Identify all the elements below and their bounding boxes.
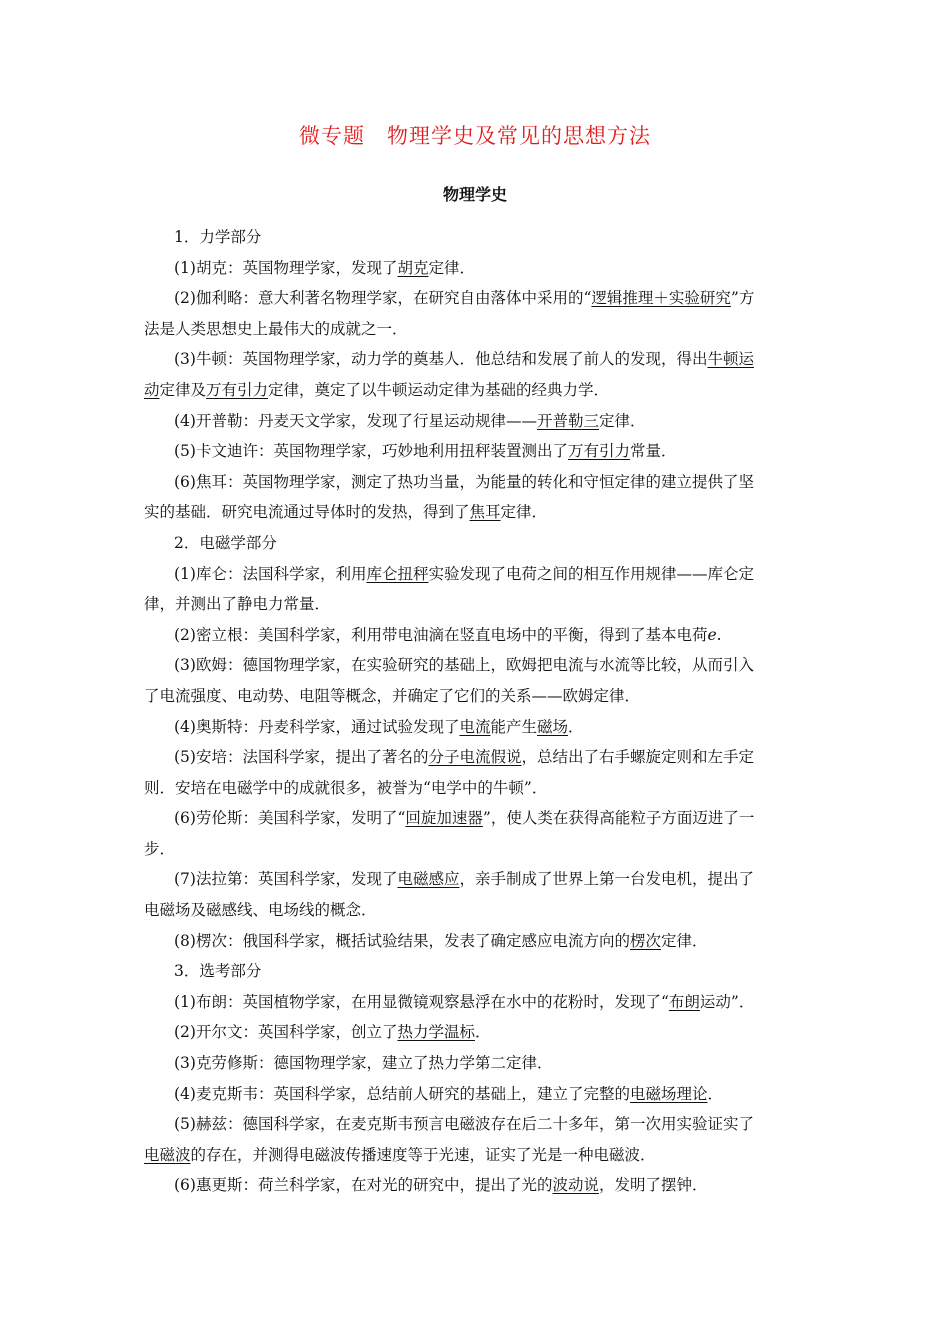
underlined-term: 波动说: [552, 1176, 599, 1195]
section-subtitle: 物理学史: [442, 185, 507, 204]
underlined-term: 热力学温标: [397, 1023, 475, 1042]
page-title: 微专题 物理学史及常见的思想方法: [299, 124, 651, 148]
underlined-term: 焦耳: [469, 503, 501, 522]
underlined-term: 胡克: [397, 258, 429, 277]
paragraph-hooke: (1)胡克：英国物理学家，发现了胡克定律．: [174, 258, 475, 277]
paragraph-ampere-cont: 则．安培在电磁学中的成就很多，被誉为“电学中的牛顿”．: [144, 778, 548, 797]
paragraph-ampere: (5)安培：法国科学家，提出了著名的分子电流假说，总结出了右手螺旋定则和左手定: [174, 748, 754, 767]
underlined-term: 开普勒三: [536, 411, 599, 430]
section-heading-electives: 3．选考部分: [174, 962, 262, 981]
paragraph-joule: (6)焦耳：英国物理学家，测定了热功当量，为能量的转化和守恒定律的建立提供了坚: [174, 472, 754, 491]
underlined-term: 万有引力: [567, 442, 630, 461]
underlined-term: 万有引力: [206, 380, 269, 399]
underlined-term: 布朗: [668, 992, 700, 1011]
underlined-term: 库仑扭秤: [366, 564, 429, 583]
underlined-term: 楞次: [629, 931, 661, 950]
underlined-term: 电磁场理论: [629, 1084, 708, 1103]
paragraph-ohm: (3)欧姆：德国物理学家，在实验研究的基础上，欧姆把电流与水流等比较，从而引入: [174, 656, 754, 675]
paragraph-faraday-cont: 电磁场及磁感线、电场线的概念．: [144, 901, 377, 920]
paragraph-coulomb: (1)库仑：法国科学家，利用库仑扭秤实验发现了电荷之间的相互作用规律——库仑定: [174, 564, 754, 583]
paragraph-lenz: (8)楞次：俄国科学家，概括试验结果，发表了确定感应电流方向的楞次定律．: [174, 931, 708, 950]
underlined-term: 磁场: [537, 717, 569, 736]
underlined-term: 牛顿运: [707, 350, 754, 369]
paragraph-brown: (1)布朗：英国植物学家，在用显微镜观察悬浮在水中的花粉时，发现了“布朗运动”．: [174, 992, 755, 1011]
paragraph-faraday: (7)法拉第：英国科学家，发现了电磁感应，亲手制成了世界上第一台发电机，提出了: [174, 870, 754, 889]
underlined-term: 电磁感应: [397, 870, 460, 889]
paragraph-millikan: (2)密立根：美国科学家，利用带电油滴在竖直电场中的平衡，得到了基本电荷e.: [174, 625, 722, 644]
underlined-term: 分子电流假说: [428, 748, 522, 767]
underlined-term: 电流: [459, 717, 491, 736]
paragraph-newton-cont: 动定律及万有引力定律，奠定了以牛顿运动定律为基础的经典力学．: [144, 380, 610, 399]
paragraph-galileo-cont: 法是人类思想史上最伟大的成就之一．: [144, 319, 408, 338]
paragraph-lawrence: (6)劳伦斯：美国科学家，发明了“回旋加速器”，使人类在获得高能粒子方面迈进了一: [174, 809, 755, 828]
paragraph-coulomb-cont: 律，并测出了静电力常量．: [144, 595, 331, 614]
paragraph-ohm-cont: 了电流强度、电动势、电阻等概念，并确定了它们的关系——欧姆定律．: [144, 686, 641, 705]
paragraph-hertz: (5)赫兹：德国科学家，在麦克斯韦预言电磁波存在后二十多年，第一次用实验证实了: [174, 1115, 754, 1134]
underlined-term: 电磁波: [144, 1145, 191, 1164]
paragraph-kelvin: (2)开尔文：英国科学家，创立了热力学温标．: [174, 1023, 491, 1042]
paragraph-hertz-cont: 电磁波的存在，并测得电磁波传播速度等于光速，证实了光是一种电磁波．: [144, 1145, 656, 1164]
paragraph-kepler: (4)开普勒：丹麦天文学家，发现了行星运动规律——开普勒三定律．: [174, 411, 646, 430]
underlined-term: 逻辑推理＋实验研究: [591, 289, 731, 308]
paragraph-huygens: (6)惠更斯：荷兰科学家，在对光的研究中，提出了光的波动说，发明了摆钟．: [174, 1176, 708, 1195]
underlined-term: 动: [144, 380, 160, 399]
underlined-term: 回旋加速器: [405, 809, 483, 828]
paragraph-maxwell: (4)麦克斯韦：英国科学家，总结前人研究的基础上，建立了完整的电磁场理论．: [174, 1084, 723, 1103]
document-body: [144, 222, 808, 1201]
paragraph-cavendish: (5)卡文迪许：英国物理学家，巧妙地利用扭秤装置测出了万有引力常量．: [174, 442, 677, 461]
section-heading-mechanics: 1．力学部分: [174, 228, 262, 246]
paragraph-oersted: (4)奥斯特：丹麦科学家，通过试验发现了电流能产生磁场．: [174, 717, 584, 736]
paragraph-joule-cont: 实的基础．研究电流通过导体时的发热，得到了焦耳定律．: [144, 503, 548, 522]
section-heading-electromagnetism: 2．电磁学部分: [174, 533, 277, 552]
paragraph-newton: (3)牛顿：英国物理学家，动力学的奠基人．他总结和发展了前人的发现，得出牛顿运: [174, 350, 754, 369]
paragraph-galileo: (2)伽利略：意大利著名物理学家，在研究自由落体中采用的“逻辑推理＋实验研究”方: [174, 289, 755, 308]
paragraph-lawrence-cont: 步．: [144, 839, 176, 858]
paragraph-clausius: (3)克劳修斯：德国物理学家，建立了热力学第二定律．: [174, 1054, 553, 1073]
